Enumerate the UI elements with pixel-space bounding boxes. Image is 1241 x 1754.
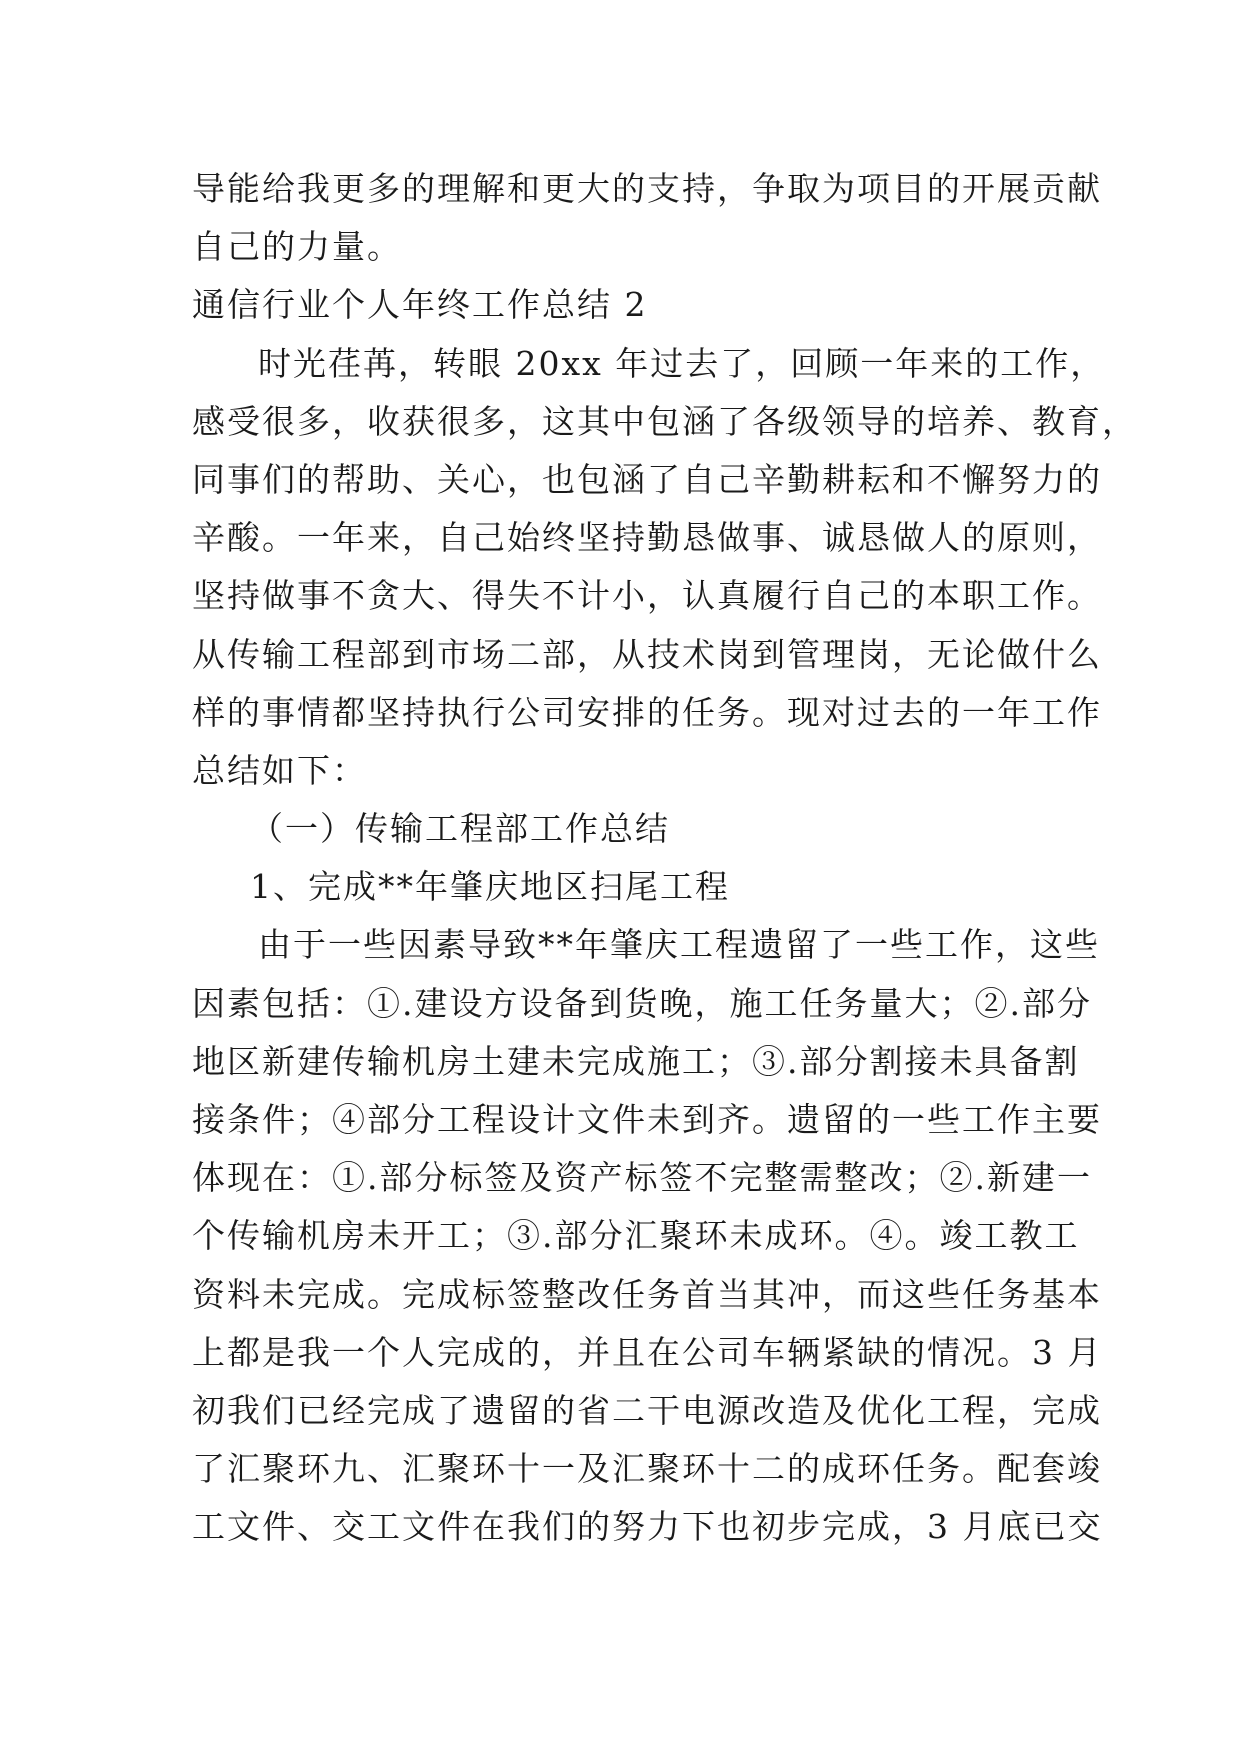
paragraph-line: 坚持做事不贪大、得失不计小，认真履行自己的本职工作。 [192, 576, 1102, 616]
paragraph-line: 样的事情都坚持执行公司安排的任务。现对过去的一年工作 [192, 692, 1102, 732]
paragraph-line: 初我们已经完成了遗留的省二干电源改造及优化工程，完成 [192, 1390, 1102, 1430]
paragraph-line: 工文件、交工文件在我们的努力下也初步完成，3 月底已交 [192, 1507, 1103, 1547]
paragraph-line: 了汇聚环九、汇聚环十一及汇聚环十二的成环任务。配套竣 [192, 1449, 1102, 1489]
paragraph-line: 接条件；④部分工程设计文件未到齐。遗留的一些工作主要 [192, 1100, 1102, 1139]
paragraph-line: 同事们的帮助、关心，也包涵了自己辛勤耕耘和不懈努力的 [192, 459, 1102, 499]
paragraph-line: 导能给我更多的理解和更大的支持，争取为项目的开展贡献 [192, 169, 1102, 208]
section-heading: 通信行业个人年终工作总结 2 [192, 285, 648, 325]
paragraph-line: 时光荏苒，转眼 20xx 年过去了，回顾一年来的工作， [258, 343, 1106, 383]
paragraph-line: 个传输机房未开工；③.部分汇聚环未成环。④。竣工教工 [192, 1216, 1080, 1256]
paragraph-line: 资料未完成。完成标签整改任务首当其冲，而这些任务基本 [192, 1274, 1102, 1314]
document-body [192, 160, 1137, 1557]
paragraph-line: 感受很多，收获很多，这其中包涵了各级领导的培养、教育， [192, 401, 1137, 441]
paragraph-line: 地区新建传输机房土建未完成施工；③.部分割接未具备割 [192, 1041, 1080, 1081]
paragraph-line: 上都是我一个人完成的，并且在公司车辆紧缺的情况。3 月 [192, 1332, 1103, 1372]
paragraph-line: 体现在：①.部分标签及资产标签不完整需整改；②.新建一 [192, 1158, 1092, 1198]
paragraph-line: 自己的力量。 [192, 227, 402, 267]
paragraph-line: 因素包括：①.建设方设备到货晚，施工任务量大；②.部分 [192, 983, 1092, 1023]
paragraph-line: 总结如下： [192, 750, 367, 790]
paragraph-line: 从传输工程部到市场二部，从技术岗到管理岗，无论做什么 [192, 634, 1102, 674]
item-heading: 1、完成**年肇庆地区扫尾工程 [250, 867, 730, 907]
paragraph-line: 由于一些因素导致**年肇庆工程遗留了一些工作，这些 [258, 925, 1100, 965]
paragraph-line: 辛酸。一年来，自己始终坚持勤恳做事、诚恳做人的原则， [192, 518, 1102, 558]
subsection-heading: （一）传输工程部工作总结 [250, 809, 670, 849]
